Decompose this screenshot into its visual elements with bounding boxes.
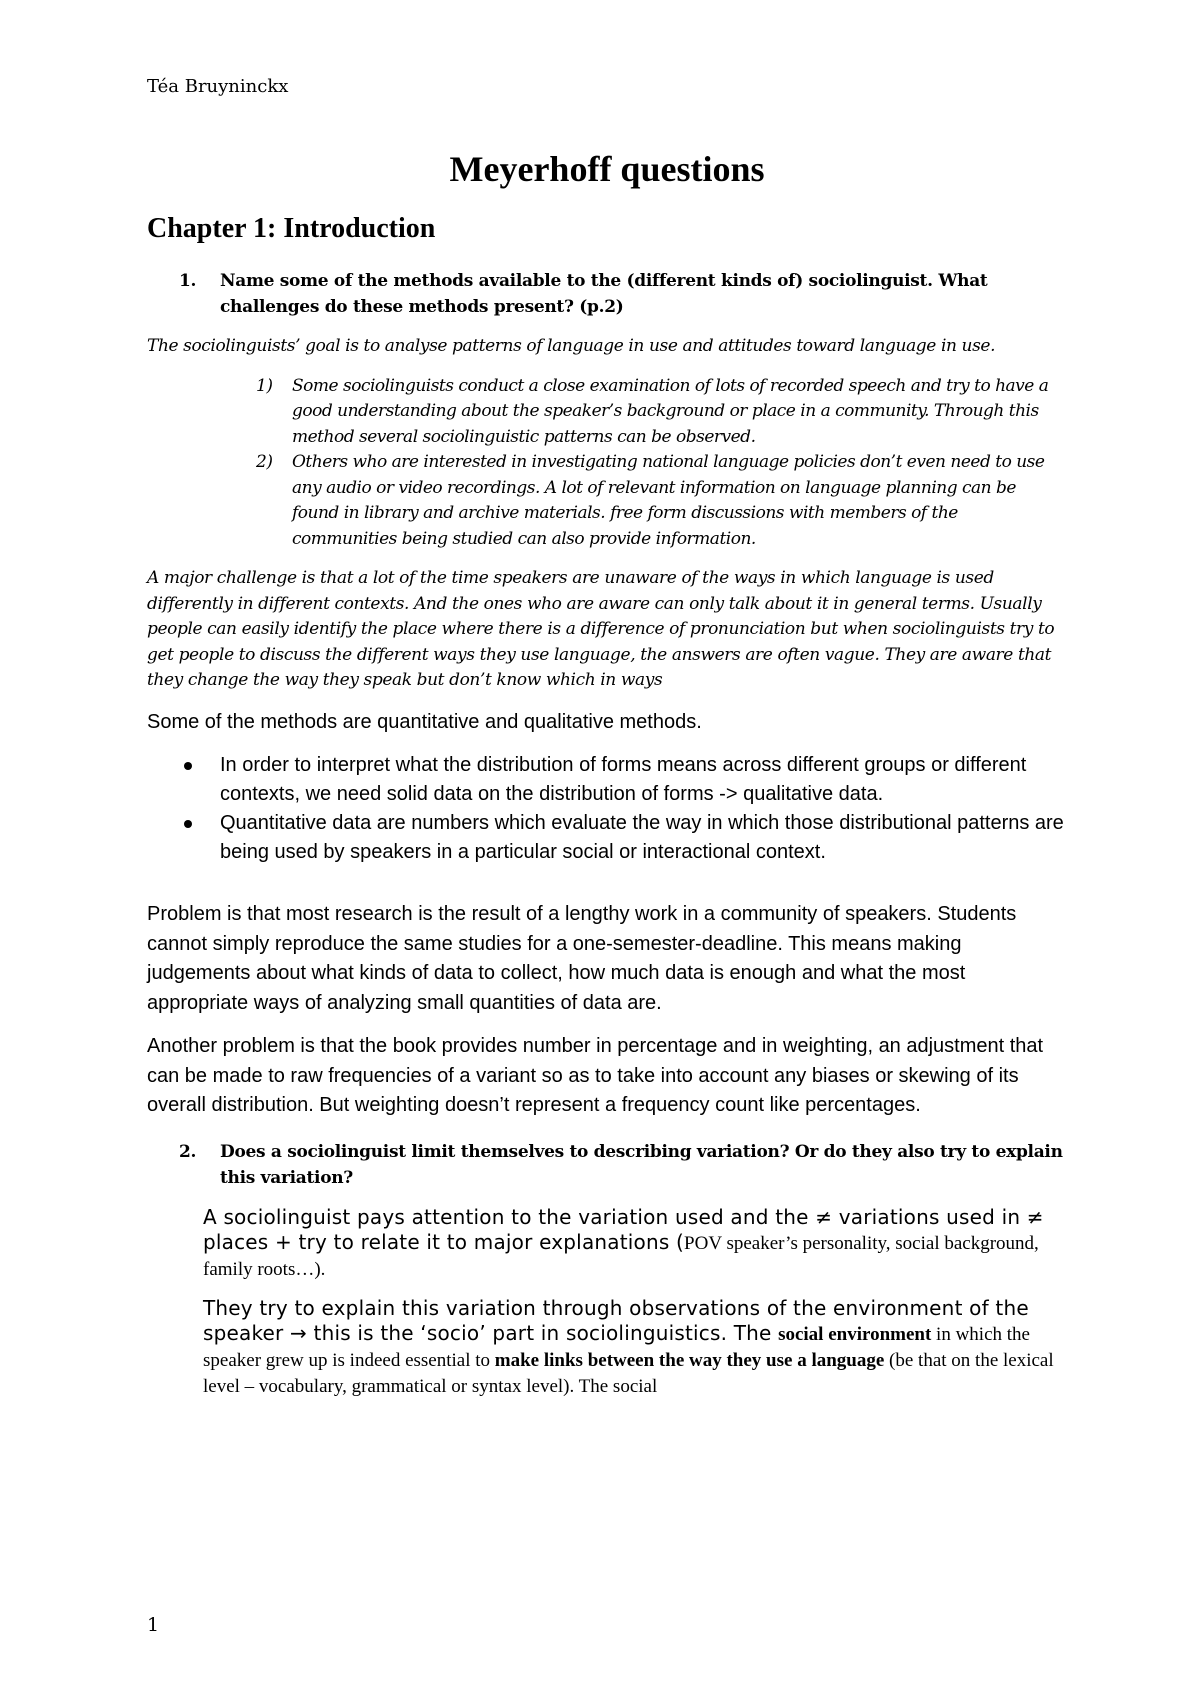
another-problem-paragraph: Another problem is that the book provides number in percentage and in weighting, an adjustment that can be made to raw frequencies of a variant so as to take into account any biases or skewing of its overall distribution. But weighting doesn’t represent a frequency count like percentages.: [147, 1035, 1044, 1116]
list-item: [147, 751, 1067, 809]
list-item-text: In order to interpret what the distribution of forms means across different groups or different contexts, we need solid data on the distribution of forms -> qualitative data.: [220, 754, 1027, 805]
emphasis-make-links: make links between the way they use a language: [494, 1349, 885, 1371]
chapter-heading: Chapter 1: Introduction: [147, 213, 436, 244]
methods-list: [147, 374, 1067, 553]
answer-text-serif: in which the speaker grew up is indeed essential to: [203, 1323, 1030, 1371]
bullet-icon: [184, 762, 192, 770]
emphasis-social-environment: social environment: [778, 1323, 932, 1345]
answer-2-paragraph-1: [203, 1205, 1067, 1282]
answer-2-paragraph-2: [203, 1296, 1067, 1399]
question-1: [147, 268, 1067, 320]
list-item-text: Others who are interested in investigating national language policies don’t even need to use any audio or video recordings. A lot of relevant information on language planning can be found in library and archive materials. free form discussions with members of the communities being studied can also provide information.: [292, 452, 1045, 549]
question-number: 1.: [179, 271, 197, 291]
question-text: Name some of the methods available to the (different kinds of) sociolinguist. What challenges do these methods present? (p.2): [220, 271, 988, 317]
answer-intro: The sociolinguists’ goal is to analyse patterns of language in use and attitudes toward language in use.: [147, 336, 996, 356]
methods-types-paragraph: Some of the methods are quantitative and qualitative methods.: [147, 710, 702, 733]
answer-text: They try to explain this variation through observations of the environment of the speaker → this is the ‘socio’ part in sociolinguistics. The: [203, 1295, 1029, 1345]
list-item: [147, 450, 1067, 552]
list-item-text: Quantitative data are numbers which evaluate the way in which those distributional patterns are being used by speakers in a particular social or interactional context.: [220, 812, 1064, 863]
list-item-number: 2): [256, 452, 273, 472]
document-body: [147, 146, 1067, 1413]
list-item: [147, 809, 1067, 867]
question-number: 2.: [179, 1141, 197, 1162]
problem-paragraph: Problem is that most research is the result of a lengthy work in a community of speakers. Students cannot simply reproduce the same studies for a one-semester-deadline. This means making judgements about what kinds of data to collect, how much data is enough and what the most appropriate ways of analyzing small quantities of data are.: [147, 903, 1017, 1014]
answer-text-serif: (be that on the lexical level – vocabulary, grammatical or syntax level). The social: [203, 1349, 1054, 1397]
page-number: 1: [147, 1614, 160, 1636]
question-2: [147, 1139, 1067, 1191]
answer-text-serif: POV speaker’s personality, social background, family roots…).: [203, 1232, 1039, 1280]
list-item-text: Some sociolinguists conduct a close examination of lots of recorded speech and try to have a good understanding about the speaker’s background or place in a community. Through this method several sociolinguistic patterns can be observed.: [292, 375, 1049, 447]
list-item-number: 1): [256, 375, 273, 396]
list-item: [147, 374, 1067, 451]
question-text: Does a sociolinguist limit themselves to describing variation? Or do they also try to explain this variation?: [220, 1141, 1063, 1188]
answer-2: [147, 1205, 1067, 1399]
bullet-icon: [184, 820, 192, 828]
answer-text: A sociolinguist pays attention to the variation used and the ≠ variations used in ≠ places + try to relate it to major explanations (: [203, 1204, 1044, 1254]
question-2-block: [147, 1139, 1067, 1399]
challenge-paragraph: A major challenge is that a lot of the time speakers are unaware of the ways in which language is used differently in different contexts. And the ones who are aware can only talk about it in general terms. Usually people can easily identify the place where there is a difference of pronunciation but when sociolinguists try to get people to discuss the different ways they use language, the answers are often vague. They are aware that they change the way they speak but don’t know which in ways: [147, 568, 1055, 690]
document-title: Meyerhoff questions: [449, 149, 765, 189]
data-types-list: [147, 751, 1067, 867]
author-name: Téa Bruyninckx: [147, 76, 289, 97]
